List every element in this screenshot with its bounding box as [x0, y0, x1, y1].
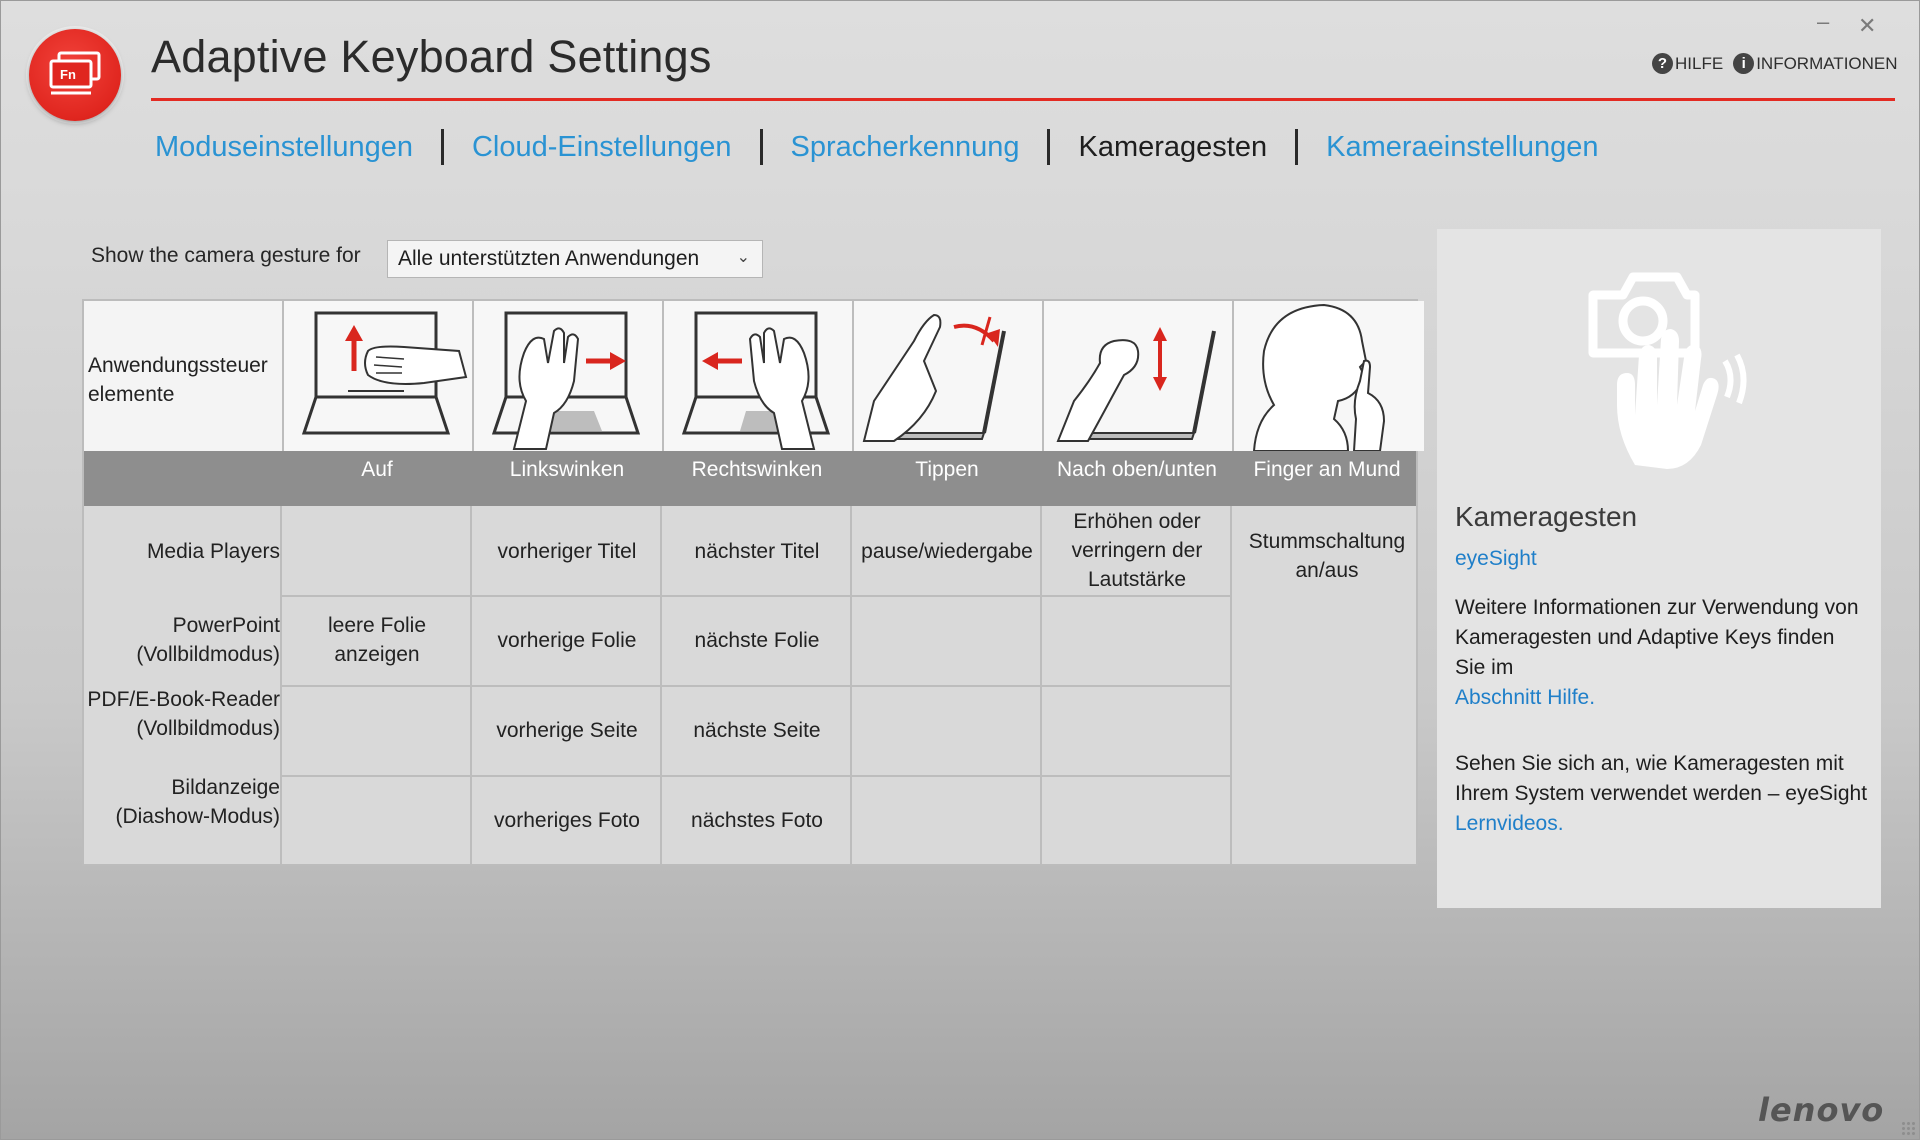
- tutorial-videos-link[interactable]: Lernvideos.: [1455, 812, 1564, 835]
- table-cell: nächster Titel: [694, 540, 820, 563]
- svg-text:Fn: Fn: [60, 67, 76, 82]
- help-label: HILFE: [1675, 53, 1724, 73]
- close-button[interactable]: ✕: [1858, 13, 1877, 38]
- chevron-down-icon: ⌄: [736, 249, 750, 266]
- gesture-label: Tippen: [915, 458, 979, 481]
- row-label-pdf-reader: PDF/E-Book-Reader (Vollbildmodus): [87, 688, 280, 740]
- side-panel-title: Kameragesten: [1455, 501, 1638, 532]
- table-cell: vorheriges Foto: [494, 809, 640, 832]
- side-panel-video-paragraph: [1455, 749, 1870, 839]
- help-section-link[interactable]: Abschnitt Hilfe.: [1455, 686, 1596, 709]
- tab-kameragesten[interactable]: Kameragesten: [1078, 130, 1268, 163]
- eyesight-link[interactable]: eyeSight: [1455, 547, 1537, 570]
- gesture-label: Nach oben/unten: [1057, 458, 1217, 481]
- info-side-panel: [1437, 229, 1881, 908]
- gesture-wave-left-illustration: [472, 301, 664, 451]
- grid-divider: [282, 595, 1232, 597]
- tab-separator: [441, 129, 444, 165]
- tab-separator: [1047, 129, 1050, 165]
- gesture-up-down-illustration: [1042, 301, 1234, 451]
- gesture-label: Linkswinken: [509, 458, 625, 481]
- table-cell: nächste Folie: [694, 629, 820, 652]
- table-cell: leere Folie anzeigen: [327, 614, 427, 666]
- info-icon: i: [1733, 53, 1754, 74]
- info-label: INFORMATIONEN: [1756, 53, 1898, 73]
- row-label-media-players: Media Players: [146, 540, 280, 563]
- gesture-wave-right-illustration: [662, 301, 854, 451]
- tab-bar: [155, 129, 1599, 165]
- table-cell: nächste Seite: [693, 719, 821, 742]
- gesture-table: [82, 299, 1418, 866]
- tab-cloud-einstellungen[interactable]: Cloud-Einstellungen: [471, 130, 732, 163]
- row-label-image-viewer: Bildanzeige (Diashow-Modus): [115, 776, 280, 828]
- info-link[interactable]: [1733, 53, 1897, 74]
- table-cell: nächstes Foto: [691, 809, 823, 832]
- app-logo: [29, 29, 121, 121]
- tab-separator: [760, 129, 763, 165]
- help-links: [1652, 53, 1898, 74]
- table-cell: vorherige Folie: [497, 629, 637, 652]
- resize-grip[interactable]: [1901, 1121, 1915, 1135]
- lenovo-brand-logo: lenovo: [1758, 1091, 1885, 1129]
- fn-keyboard-icon: [45, 49, 105, 101]
- table-header-label: Anwendungssteuer elemente: [84, 301, 282, 451]
- tab-kameraeinstellungen[interactable]: Kameraeinstellungen: [1326, 130, 1599, 163]
- tab-spracherkennung[interactable]: Spracherkennung: [790, 130, 1020, 163]
- side-panel-info-paragraph: [1455, 593, 1870, 713]
- grid-divider: [282, 775, 1232, 777]
- gesture-up-illustration: [282, 301, 474, 451]
- side-panel-video-text: Sehen Sie sich an, wie Kameragesten mit Ihrem System verwendet werden – eyeSight: [1455, 752, 1868, 805]
- tab-moduseinstellungen[interactable]: Moduseinstellungen: [155, 130, 413, 163]
- app-title: Adaptive Keyboard Settings: [151, 31, 712, 82]
- gesture-label: Rechtswinken: [691, 458, 823, 481]
- gesture-finger-mouth-illustration: [1232, 301, 1424, 451]
- side-panel-info-text: Weitere Informationen zur Verwendung von Kameragesten und Adaptive Keys finden Sie im: [1455, 596, 1859, 679]
- help-link[interactable]: [1652, 53, 1723, 74]
- gesture-tap-illustration: [852, 301, 1044, 451]
- camera-gesture-icon: [1577, 265, 1747, 475]
- table-cell: Erhöhen oder verringern der Lautstärke: [1071, 510, 1203, 591]
- application-filter-select[interactable]: [387, 240, 763, 278]
- filter-selected-value: Alle unterstützten Anwendungen: [398, 247, 700, 270]
- table-cell: pause/wiedergabe: [861, 540, 1033, 563]
- table-cell: vorherige Seite: [496, 719, 638, 742]
- row-label-powerpoint: PowerPoint (Vollbildmodus): [136, 614, 280, 666]
- filter-label: Show the camera gesture for: [91, 244, 361, 267]
- table-cell: vorheriger Titel: [497, 540, 637, 563]
- grid-divider: [282, 685, 1232, 687]
- gesture-label: Auf: [361, 458, 393, 481]
- question-icon: ?: [1652, 53, 1673, 74]
- title-underline: [151, 98, 1895, 101]
- minimize-button[interactable]: –: [1817, 9, 1830, 34]
- gesture-label: Finger an Mund: [1253, 458, 1401, 481]
- table-cell-mute: Stummschaltung an/aus: [1248, 530, 1406, 582]
- tab-separator: [1295, 129, 1298, 165]
